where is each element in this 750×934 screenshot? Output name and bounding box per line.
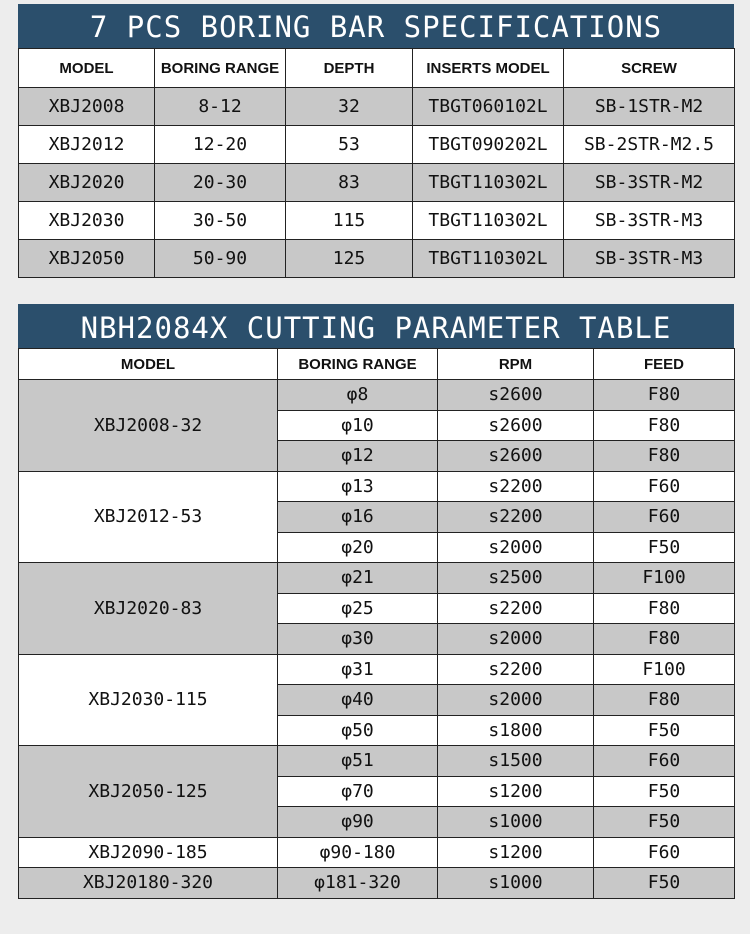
table-cell: φ25 (278, 593, 438, 624)
table-cell: F60 (594, 502, 735, 533)
table-cell: 83 (286, 164, 413, 202)
column-header: INSERTS MODEL (413, 49, 564, 88)
table-cell: s2200 (438, 471, 594, 502)
table-row (19, 164, 735, 202)
table-cell: F80 (594, 593, 735, 624)
table-cell: 125 (286, 240, 413, 278)
table-cell: φ20 (278, 532, 438, 563)
table-cell: 115 (286, 202, 413, 240)
table-cell: φ70 (278, 776, 438, 807)
model-cell: XBJ2020-83 (19, 563, 278, 655)
table-cell: φ21 (278, 563, 438, 594)
table-cell: 12-20 (155, 126, 286, 164)
column-header: MODEL (19, 49, 155, 88)
table-cell: φ90-180 (278, 837, 438, 868)
table-cell: SB-2STR-M2.5 (564, 126, 735, 164)
table-cell: φ181-320 (278, 868, 438, 899)
table-cell: F80 (594, 624, 735, 655)
model-cell: XBJ2050-125 (19, 746, 278, 838)
table-cell: F50 (594, 868, 735, 899)
table-row (19, 868, 735, 899)
table-cell: φ13 (278, 471, 438, 502)
table-cell: F100 (594, 654, 735, 685)
column-header: RPM (438, 349, 594, 380)
table-cell: φ12 (278, 441, 438, 472)
specifications-panel (18, 4, 734, 278)
table-cell: s1000 (438, 807, 594, 838)
table-row (19, 240, 735, 278)
table-cell: s2600 (438, 410, 594, 441)
table-cell: s1200 (438, 837, 594, 868)
table-cell: 30-50 (155, 202, 286, 240)
table-cell: s1200 (438, 776, 594, 807)
table-cell: s2000 (438, 685, 594, 716)
specifications-table (18, 48, 735, 278)
table-cell: TBGT090202L (413, 126, 564, 164)
table-cell: F60 (594, 837, 735, 868)
table-cell: TBGT110302L (413, 202, 564, 240)
table-cell: 20-30 (155, 164, 286, 202)
table-cell: F50 (594, 776, 735, 807)
table-cell: TBGT060102L (413, 88, 564, 126)
table-cell: F80 (594, 685, 735, 716)
table-cell: F80 (594, 410, 735, 441)
table-cell: s2600 (438, 380, 594, 411)
specifications-title: 7 PCS BORING BAR SPECIFICATIONS (18, 4, 734, 48)
table-row (19, 88, 735, 126)
table-cell: XBJ2050 (19, 240, 155, 278)
table-cell: F80 (594, 441, 735, 472)
column-header: SCREW (564, 49, 735, 88)
table-cell: s1000 (438, 868, 594, 899)
table-cell: φ90 (278, 807, 438, 838)
model-cell: XBJ20180-320 (19, 868, 278, 899)
table-cell: XBJ2012 (19, 126, 155, 164)
table-cell: s2200 (438, 654, 594, 685)
cutting-parameter-table (18, 348, 735, 899)
table-row (19, 380, 735, 411)
table-cell: F50 (594, 532, 735, 563)
table-cell: s2200 (438, 502, 594, 533)
table-cell: s1800 (438, 715, 594, 746)
table-cell: s2500 (438, 563, 594, 594)
table-row (19, 471, 735, 502)
table-cell: φ8 (278, 380, 438, 411)
model-cell: XBJ2090-185 (19, 837, 278, 868)
table-row (19, 126, 735, 164)
table-cell: XBJ2030 (19, 202, 155, 240)
column-header: DEPTH (286, 49, 413, 88)
table-cell: s1500 (438, 746, 594, 777)
table-cell: F60 (594, 471, 735, 502)
table-cell: s2000 (438, 624, 594, 655)
table-cell: XBJ2008 (19, 88, 155, 126)
table-header-row (19, 349, 735, 380)
model-cell: XBJ2030-115 (19, 654, 278, 746)
table-cell: s2200 (438, 593, 594, 624)
table-cell: SB-1STR-M2 (564, 88, 735, 126)
cutting-parameter-title: NBH2084X CUTTING PARAMETER TABLE (18, 304, 734, 348)
table-cell: φ50 (278, 715, 438, 746)
table-cell: F50 (594, 807, 735, 838)
table-cell: TBGT110302L (413, 240, 564, 278)
table-cell: 53 (286, 126, 413, 164)
table-cell: XBJ2020 (19, 164, 155, 202)
table-cell: F50 (594, 715, 735, 746)
table-cell: SB-3STR-M2 (564, 164, 735, 202)
table-cell: φ40 (278, 685, 438, 716)
table-cell: s2000 (438, 532, 594, 563)
table-cell: φ31 (278, 654, 438, 685)
table-cell: 8-12 (155, 88, 286, 126)
table-cell: F100 (594, 563, 735, 594)
table-cell: 32 (286, 88, 413, 126)
table-row (19, 202, 735, 240)
table-cell: φ10 (278, 410, 438, 441)
table-cell: SB-3STR-M3 (564, 240, 735, 278)
table-cell: SB-3STR-M3 (564, 202, 735, 240)
table-cell: 50-90 (155, 240, 286, 278)
table-cell: F80 (594, 380, 735, 411)
table-cell: TBGT110302L (413, 164, 564, 202)
column-header: FEED (594, 349, 735, 380)
table-header-row (19, 49, 735, 88)
column-header: BORING RANGE (155, 49, 286, 88)
table-row (19, 563, 735, 594)
column-header: MODEL (19, 349, 278, 380)
table-cell: φ16 (278, 502, 438, 533)
cutting-parameter-panel (18, 304, 734, 899)
column-header: BORING RANGE (278, 349, 438, 380)
table-cell: φ51 (278, 746, 438, 777)
model-cell: XBJ2008-32 (19, 380, 278, 472)
model-cell: XBJ2012-53 (19, 471, 278, 563)
table-cell: s2600 (438, 441, 594, 472)
table-row (19, 654, 735, 685)
table-cell: F60 (594, 746, 735, 777)
table-row (19, 837, 735, 868)
table-cell: φ30 (278, 624, 438, 655)
table-row (19, 746, 735, 777)
